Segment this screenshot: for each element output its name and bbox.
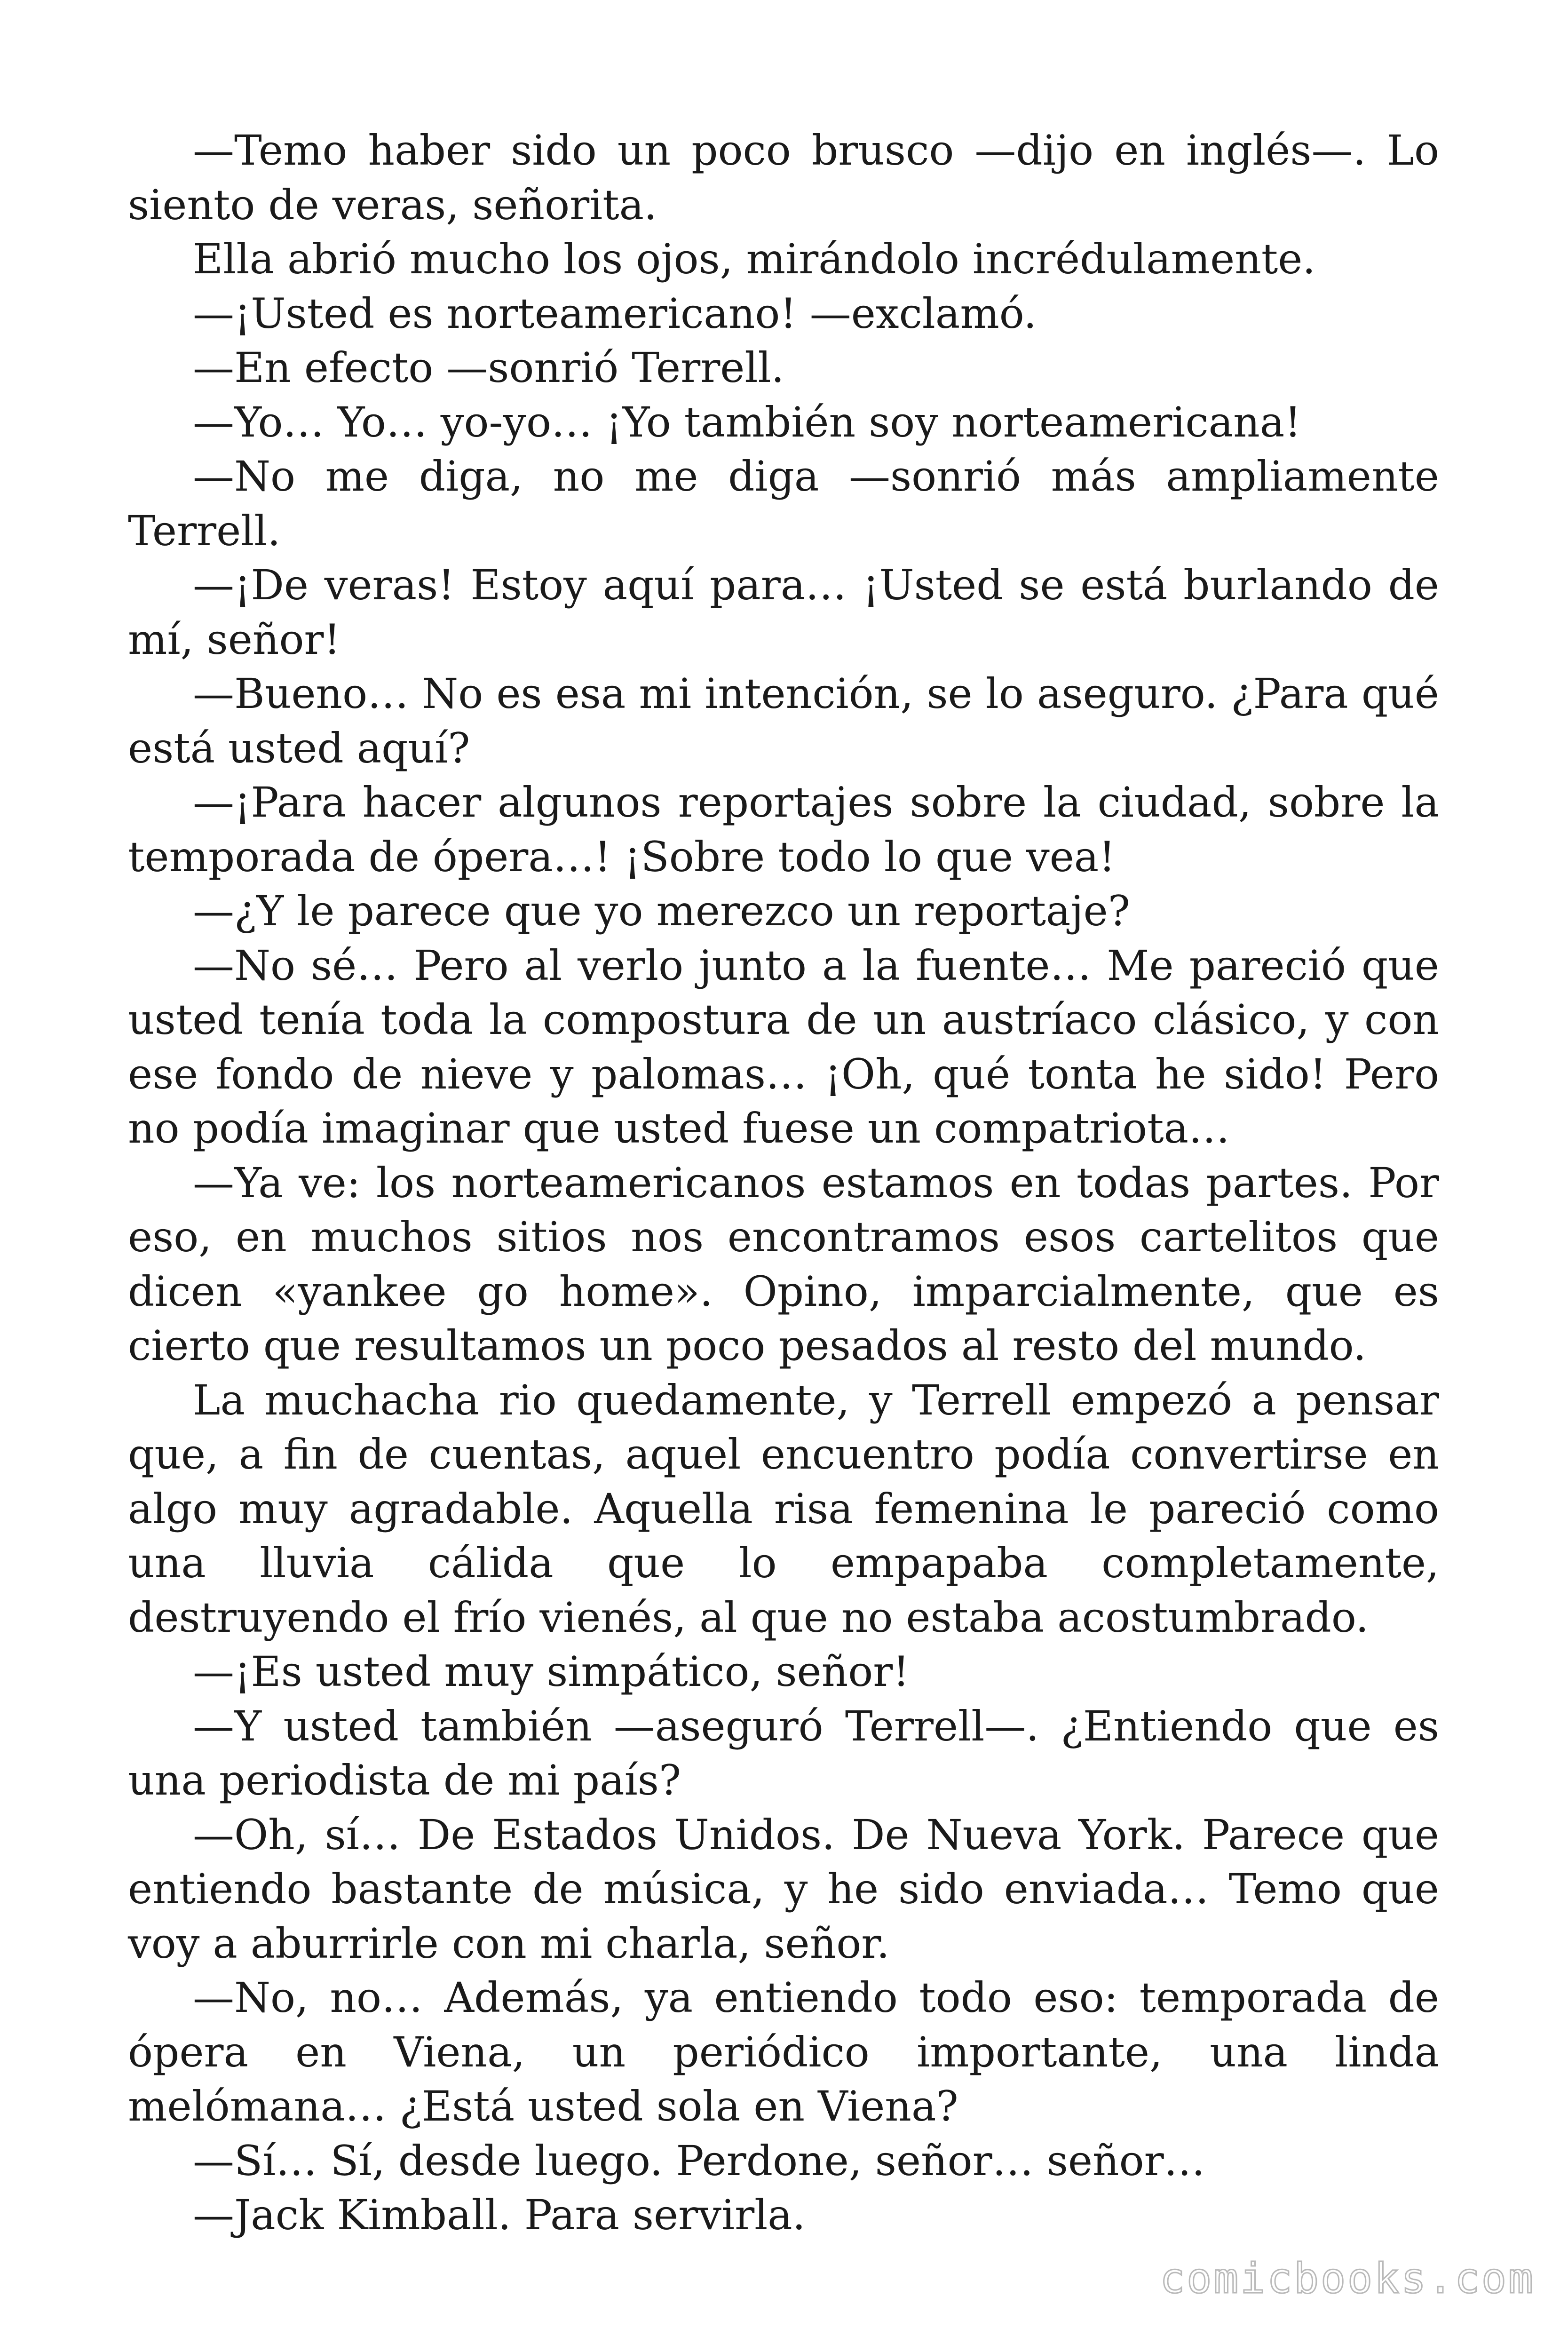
paragraph: —Y usted también —aseguró Terrell—. ¿Entiendo que es una periodista de mi país? [128, 1701, 1439, 1804]
paragraph: La muchacha rio quedamente, y Terrell empezó a pensar que, a fin de cuentas, aquel encuentro podía convertirse en algo muy agradable. Aquella risa femenina le pareció como una lluvia cálida que lo empapaba completamente, destruyendo el frío vienés, al que no estaba acostumbrado. [128, 1375, 1439, 1642]
paragraph: —Oh, sí… De Estados Unidos. De Nueva York. Parece que entiendo bastante de música, y he sido enviada… Temo que voy a aburrirle con mi charla, señor. [128, 1810, 1439, 1968]
paragraph: —No sé… Pero al verlo junto a la fuente… Me pareció que usted tenía toda la compostura de un austríaco clásico, y con ese fondo de nieve y palomas… ¡Oh, qué tonta he sido! Pero no podía imaginar que usted fuese un compatriota… [128, 941, 1439, 1152]
paragraph: —Jack Kimball. Para servirla. [193, 2191, 806, 2239]
paragraph: —Sí… Sí, desde luego. Perdone, señor… señor… [193, 2136, 1205, 2185]
paragraph: —¡Es usted muy simpático, señor! [193, 1647, 910, 1696]
paragraph: —Bueno… No es esa mi intención, se lo aseguro. ¿Para qué está usted aquí? [128, 669, 1439, 772]
paragraph: —Ya ve: los norteamericanos estamos en todas partes. Por eso, en muchos sitios nos encontramos esos cartelitos que dicen «yankee go home». Opino, imparcialmente, que es cierto que resultamos un poco pesados al resto del mundo. [128, 1158, 1439, 1370]
paragraph: —No, no… Además, ya entiendo todo eso: temporada de ópera en Viena, un periódico importante, una linda melómana… ¿Está usted sola en Viena? [128, 1973, 1439, 2130]
paragraph: —¡De veras! Estoy aquí para… ¡Usted se está burlando de mí, señor! [128, 561, 1439, 664]
paragraph: —¡Usted es norteamericano! —exclamó. [193, 289, 1037, 338]
watermark: comicbooks.com [1160, 2254, 1535, 2303]
paragraph: —No me diga, no me diga —sonrió más ampliamente Terrell. [128, 452, 1439, 555]
paragraph: —¡Para hacer algunos reportajes sobre la ciudad, sobre la temporada de ópera…! ¡Sobre todo lo que vea! [128, 778, 1439, 881]
paragraph: —¿Y le parece que yo merezco un reportaje? [193, 887, 1130, 935]
paragraph: —Temo haber sido un poco brusco —dijo en inglés—. Lo siento de veras, señorita. [128, 126, 1439, 229]
paragraph: —En efecto —sonrió Terrell. [193, 343, 784, 392]
paragraph: Ella abrió mucho los ojos, mirándolo incrédulamente. [193, 235, 1316, 283]
paragraph: —Yo… Yo… yo-yo… ¡Yo también soy norteamericana! [193, 397, 1301, 446]
body-text [128, 123, 1439, 2242]
